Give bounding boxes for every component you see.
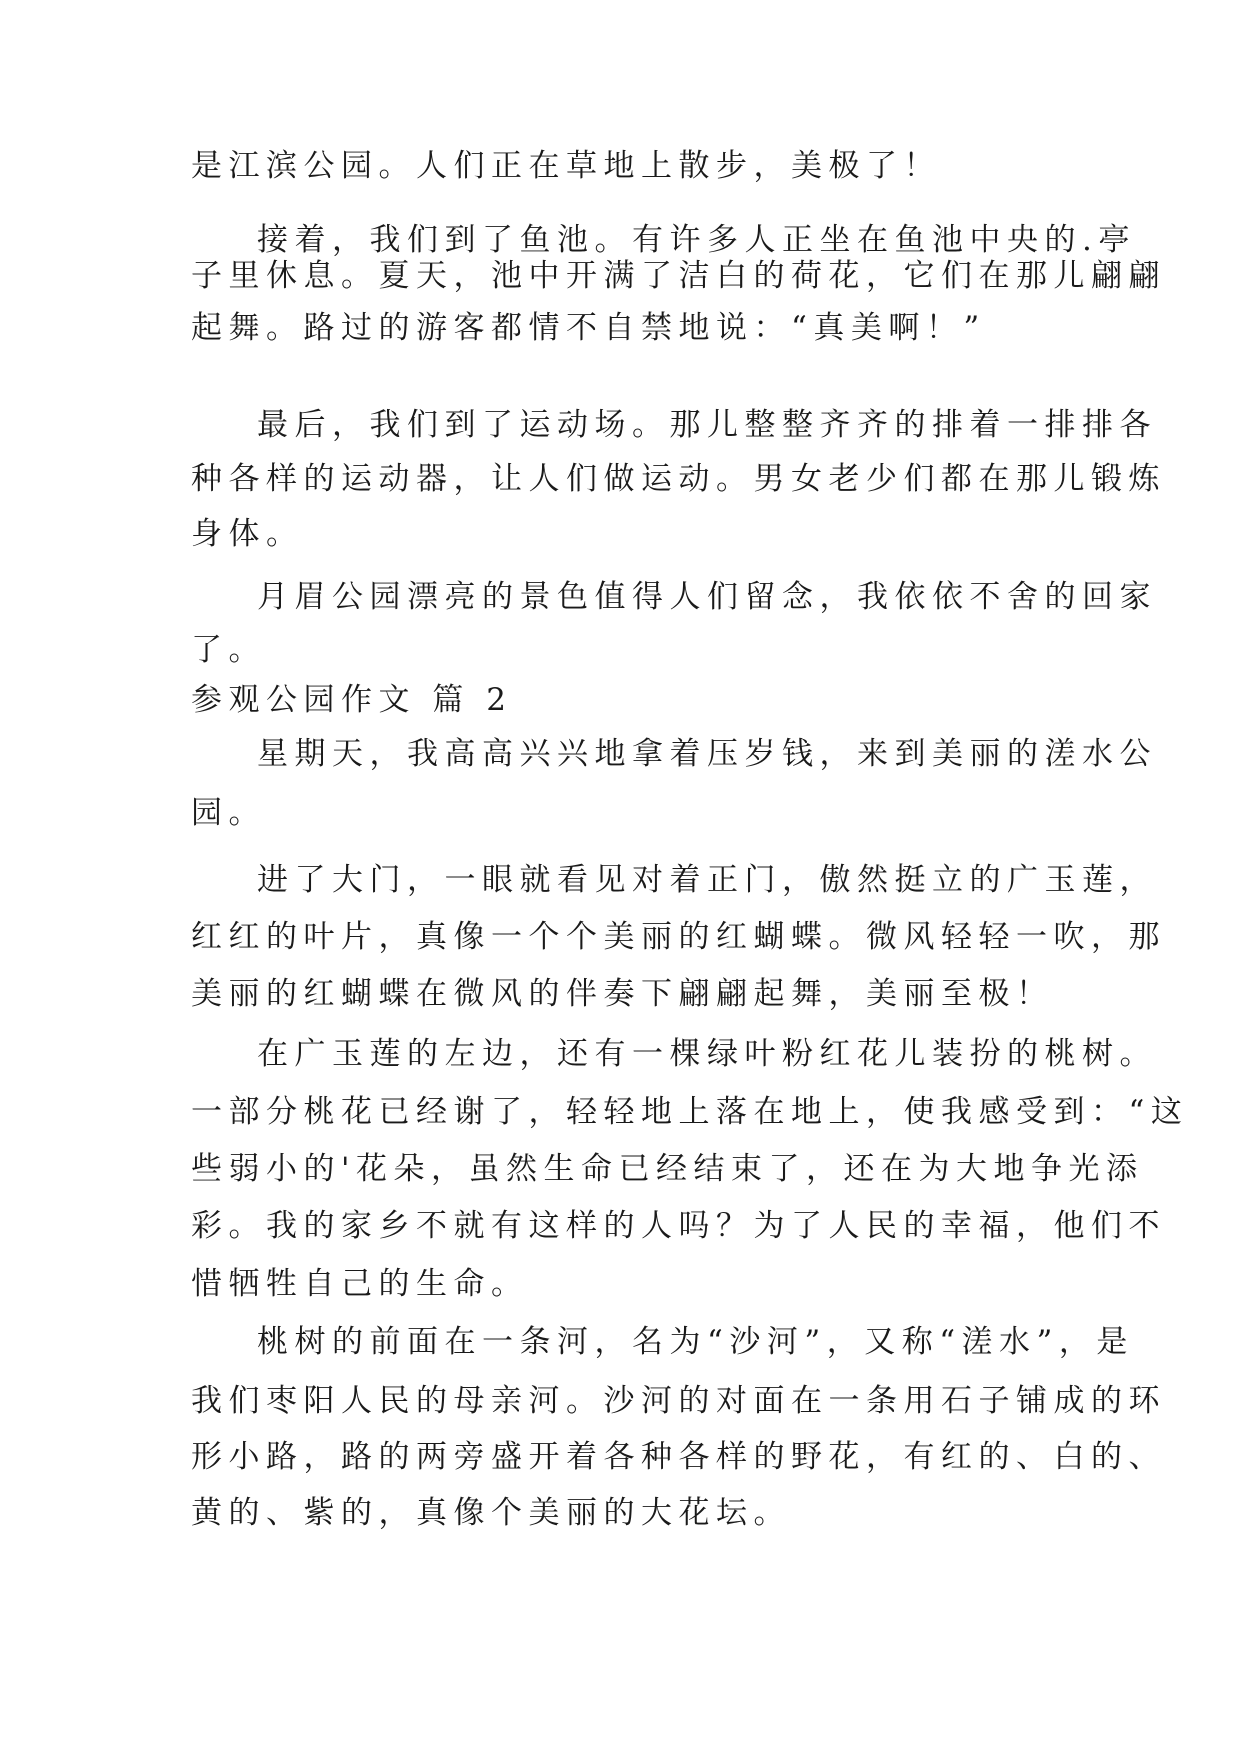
paragraph-line: 星期天，我高高兴兴地拿着压岁钱，来到美丽的溠水公 bbox=[257, 736, 1157, 772]
paragraph-line: 彩。我的家乡不就有这样的人吗？为了人民的幸福，他们不 bbox=[191, 1208, 1166, 1244]
paragraph-line: 起舞。路过的游客都情不自禁地说：“真美啊！” bbox=[191, 310, 986, 346]
paragraph-line: 在广玉莲的左边，还有一棵绿叶粉红花儿装扮的桃树。 bbox=[257, 1036, 1157, 1072]
paragraph-line: 最后，我们到了运动场。那儿整整齐齐的排着一排排各 bbox=[257, 407, 1157, 443]
paragraph-line: 一部分桃花已经谢了，轻轻地上落在地上，使我感受到：“这 bbox=[191, 1094, 1189, 1130]
paragraph-line: 形小路，路的两旁盛开着各种各样的野花，有红的、白的、 bbox=[191, 1439, 1166, 1475]
paragraph-line: 黄的、紫的，真像个美丽的大花坛。 bbox=[191, 1495, 791, 1531]
paragraph-line: 美丽的红蝴蝶在微风的伴奏下翩翩起舞，美丽至极！ bbox=[191, 976, 1054, 1012]
paragraph-line: 红红的叶片，真像一个个美丽的红蝴蝶。微风轻轻一吹，那 bbox=[191, 919, 1166, 955]
paragraph-line: 惜牺牲自己的生命。 bbox=[191, 1266, 529, 1302]
paragraph-line: 种各样的运动器，让人们做运动。男女老少们都在那儿锻炼 bbox=[191, 461, 1166, 497]
paragraph-line: 我们枣阳人民的母亲河。沙河的对面在一条用石子铺成的环 bbox=[191, 1383, 1166, 1419]
paragraph-line: 了。 bbox=[191, 632, 266, 668]
paragraph-line: 子里休息。夏天，池中开满了洁白的荷花，它们在那儿翩翩 bbox=[191, 258, 1166, 294]
paragraph-line: 园。 bbox=[191, 795, 266, 831]
paragraph-line: 身体。 bbox=[191, 516, 304, 552]
paragraph-line: 是江滨公园。人们正在草地上散步，美极了！ bbox=[191, 148, 941, 184]
paragraph-line: 进了大门，一眼就看见对着正门，傲然挺立的广玉莲， bbox=[257, 862, 1157, 898]
paragraph-line: 些弱小的'花朵，虽然生命已经结束了，还在为大地争光添 bbox=[191, 1151, 1144, 1187]
section-heading: 参观公园作文 篇 2 bbox=[191, 682, 513, 718]
paragraph-line: 桃树的前面在一条河，名为“沙河”，又称“溠水”，是 bbox=[257, 1324, 1134, 1360]
paragraph-line: 月眉公园漂亮的景色值得人们留念，我依依不舍的回家 bbox=[257, 579, 1157, 615]
paragraph-line: 接着，我们到了鱼池。有许多人正坐在鱼池中央的.亭 bbox=[257, 222, 1136, 258]
